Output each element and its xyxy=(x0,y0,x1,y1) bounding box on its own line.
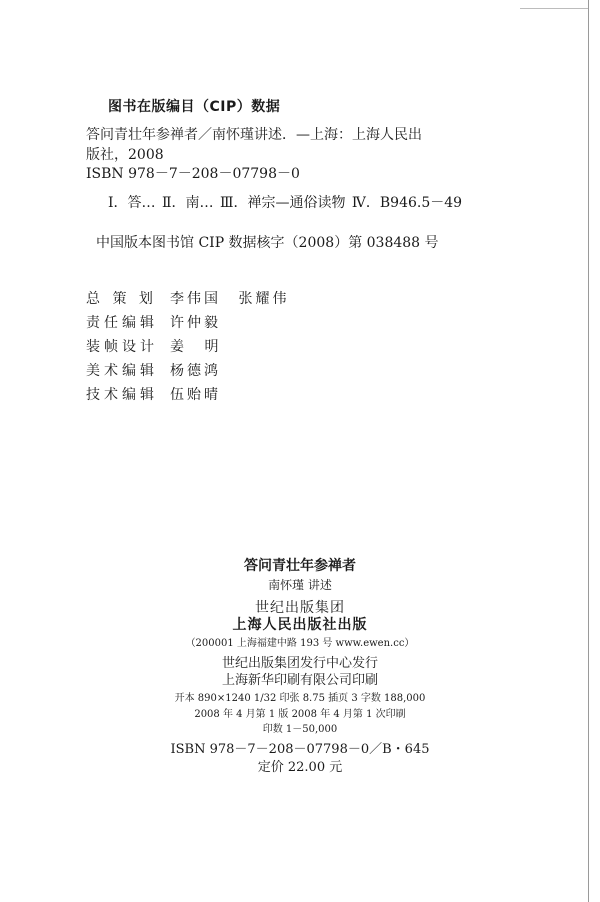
credit-names: 伍贻晴 xyxy=(170,387,221,403)
credit-role: 美术编辑 xyxy=(86,363,158,379)
credit-names: 许仲毅 xyxy=(170,315,221,331)
colophon-printer: 上海新华印刷有限公司印刷 xyxy=(221,673,378,688)
page-edge-top xyxy=(520,8,588,9)
credit-names: 姜 明 xyxy=(170,339,222,355)
colophon-book-title: 答问青壮年参禅者 xyxy=(244,558,356,574)
credit-row-technical-editor xyxy=(86,384,221,404)
credit-row-planner xyxy=(86,288,289,308)
credit-role: 总 策 划 xyxy=(86,291,157,307)
credit-names: 李伟国 张耀伟 xyxy=(170,291,290,307)
credit-row-editor xyxy=(86,312,221,332)
colophon-print-run: 印数 1－50,000 xyxy=(262,724,338,735)
cip-heading: 图书在版编目（CIP）数据 xyxy=(108,99,281,115)
colophon-author: 南怀瑾 讲述 xyxy=(268,578,332,592)
credit-names: 杨德鸿 xyxy=(170,363,221,379)
colophon-edition: 2008 年 4 月第 1 版 2008 年 4 月第 1 次印刷 xyxy=(194,709,406,720)
colophon-price: 定价 22.00 元 xyxy=(257,760,343,775)
credit-row-art-editor xyxy=(86,360,221,380)
cip-verification-number: 中国版本图书馆 CIP 数据核字（2008）第 038488 号 xyxy=(96,235,439,251)
credit-role: 技术编辑 xyxy=(86,387,158,403)
colophon-isbn: ISBN 978－7－208－07798－0／B・645 xyxy=(170,742,430,757)
credit-row-binding-design xyxy=(86,336,221,356)
colophon-format-specs: 开本 890×1240 1/32 印张 8.75 插页 3 字数 188,000 xyxy=(174,693,426,704)
credit-role: 责任编辑 xyxy=(86,315,158,331)
colophon-publishing-group: 世纪出版集团 xyxy=(255,600,345,616)
cip-classification: Ⅰ．答… Ⅱ．南… Ⅲ．禅宗—通俗读物 Ⅳ．B946.5－49 xyxy=(108,195,463,211)
colophon-distributor: 世纪出版集团发行中心发行 xyxy=(221,656,378,671)
colophon-address: （200001 上海福建中路 193 号 www.ewen.cc） xyxy=(185,638,415,649)
colophon-publisher: 上海人民出版社出版 xyxy=(232,617,368,633)
cip-entry-line-2: 版社，2008 xyxy=(86,147,164,163)
cip-entry-line-1: 答问青壮年参禅者／南怀瑾讲述．—上海：上海人民出 xyxy=(86,127,422,143)
cip-isbn: ISBN 978－7－208－07798－0 xyxy=(86,166,300,182)
credit-role: 装帧设计 xyxy=(86,339,158,355)
